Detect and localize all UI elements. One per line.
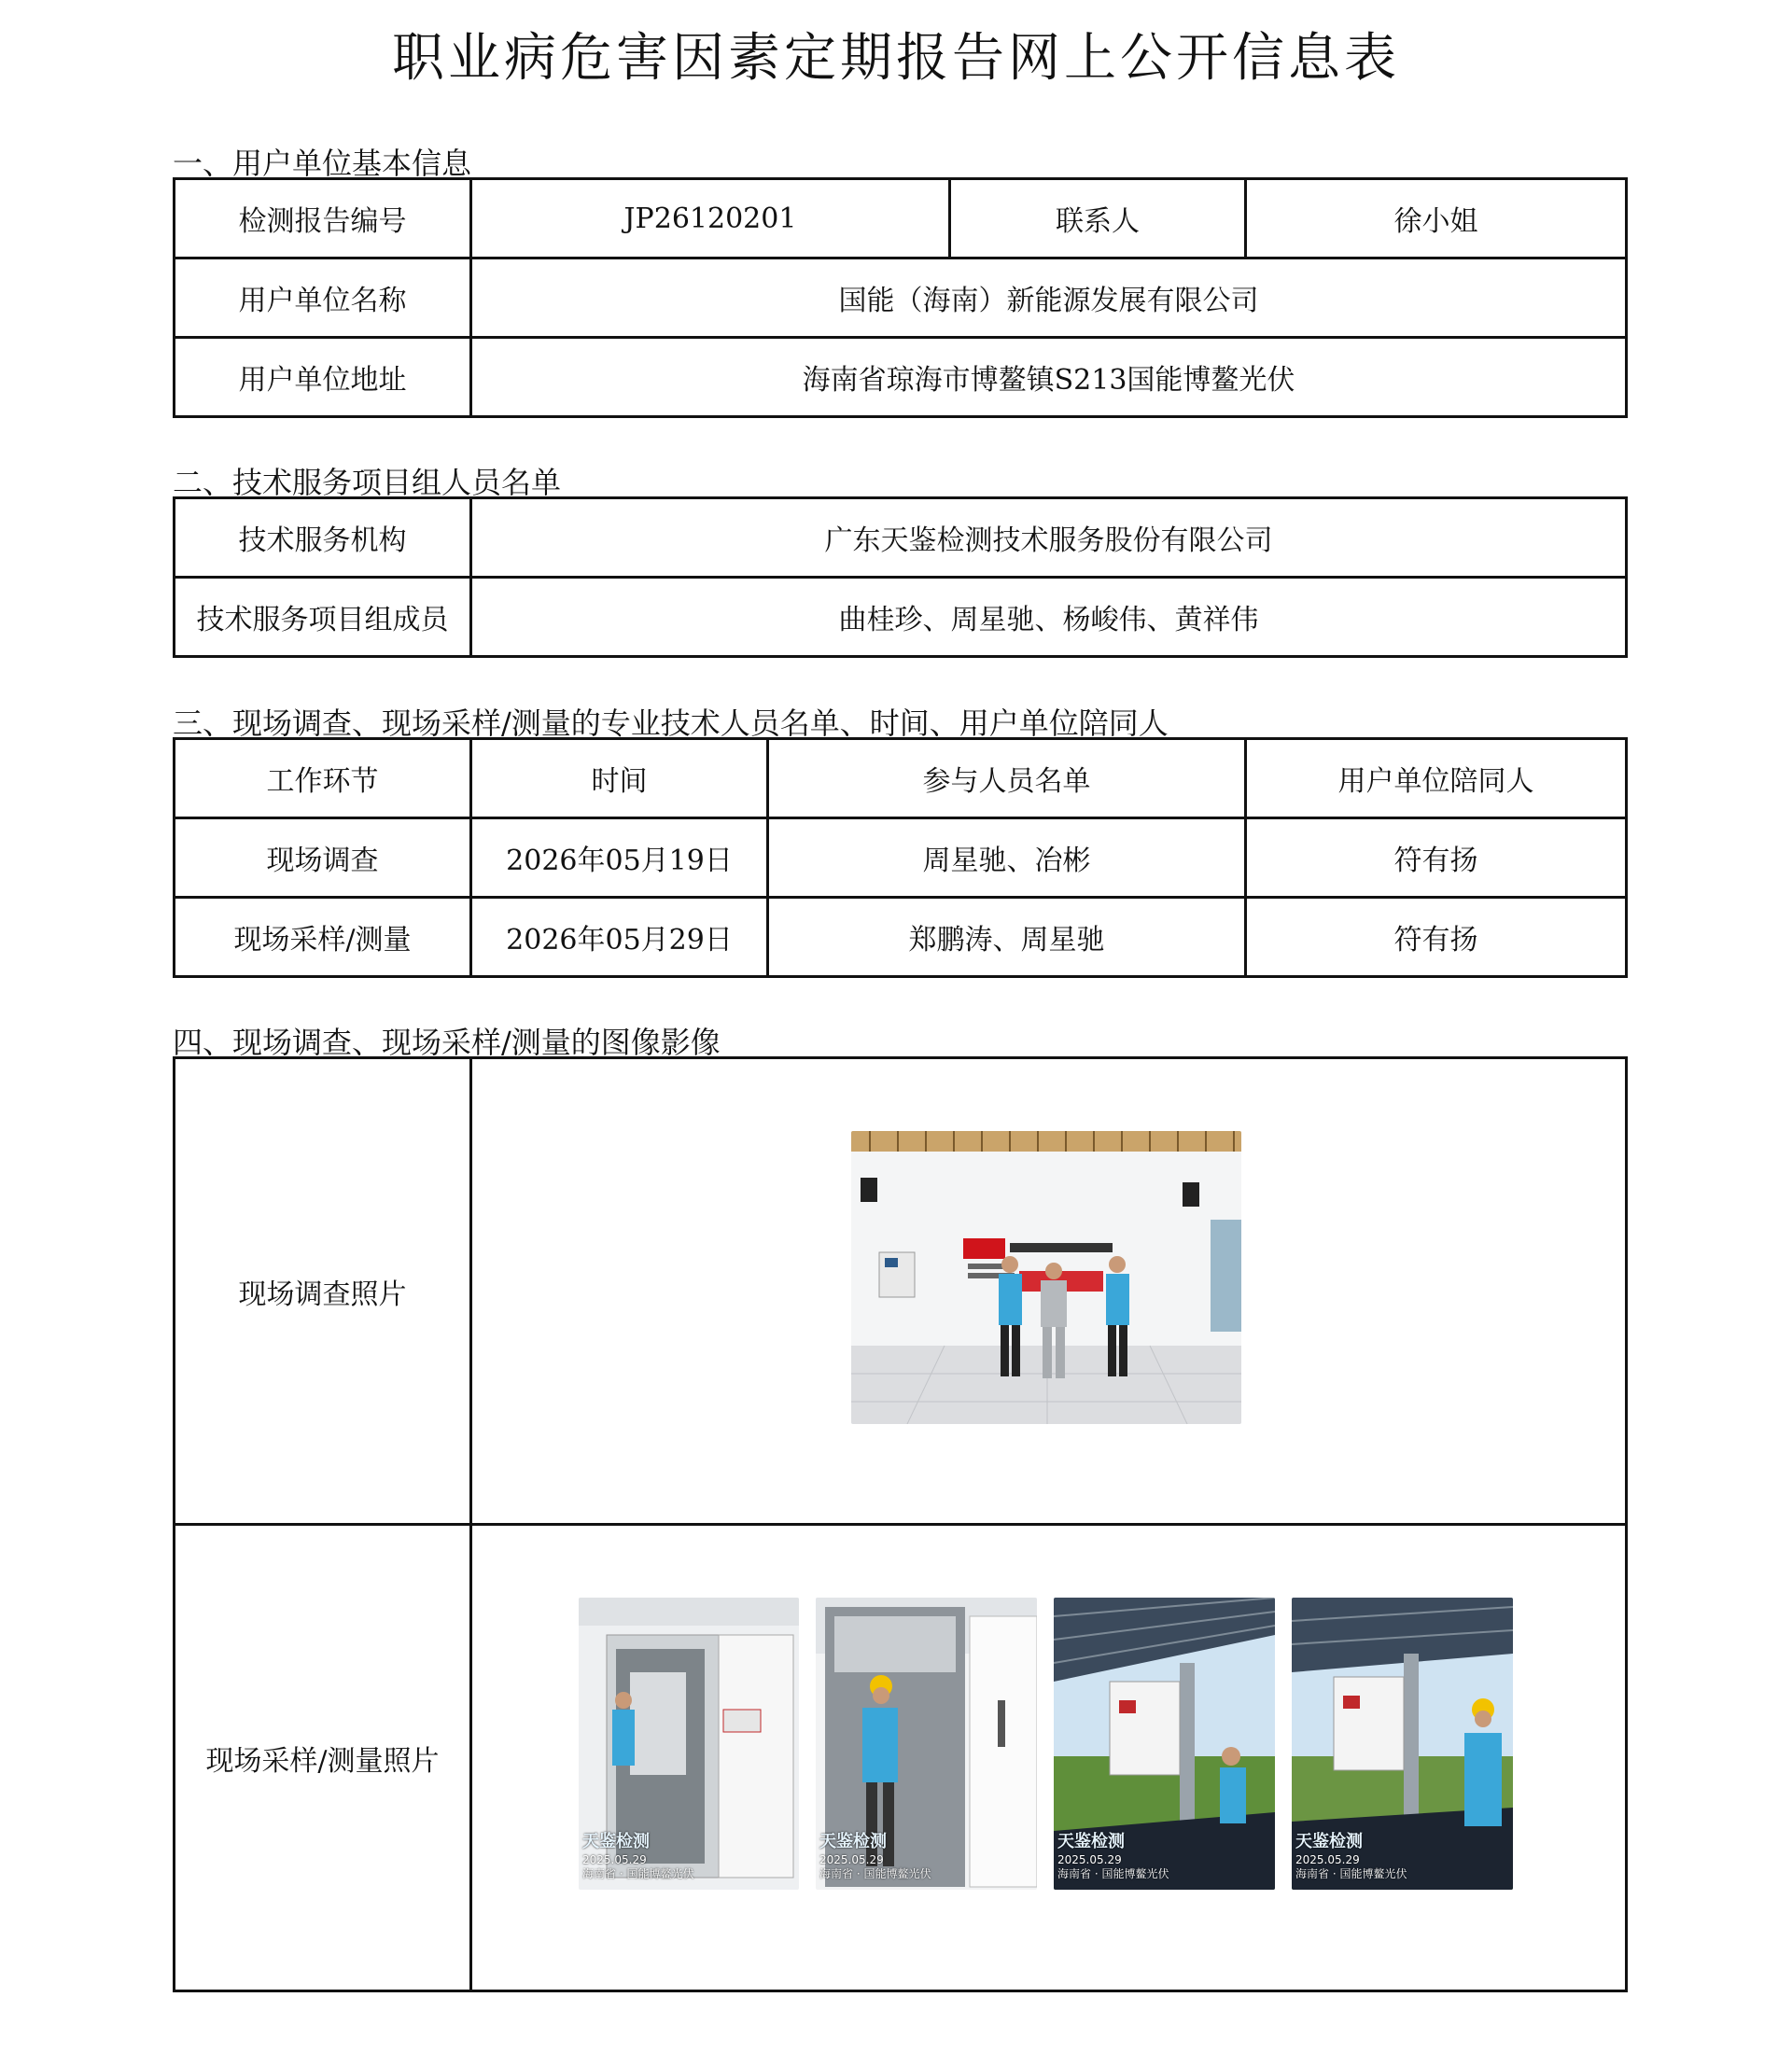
org-label: 技术服务机构 [175,498,471,578]
sampling-photo-label: 现场采样/测量照片 [175,1525,471,1991]
page-title: 职业病危害因素定期报告网上公开信息表 [392,28,1400,89]
unit-address-value: 海南省琼海市博鳌镇S213国能博鳌光伏 [471,338,1627,417]
sampling-photo-2 [816,1598,1037,1890]
section1-heading: 一、用户单位基本信息 [173,146,472,181]
time-cell: 2026年05月19日 [471,818,768,898]
header-stage: 工作环节 [175,739,471,818]
escort-cell: 符有扬 [1246,898,1627,977]
participants-cell: 周星驰、冶彬 [768,818,1246,898]
team-table [173,496,1628,658]
survey-photo-image [851,1131,1241,1424]
survey-photo-label: 现场调查照片 [175,1058,471,1525]
basic-info-table [173,177,1628,418]
stage-cell: 现场采样/测量 [175,898,471,977]
header-time: 时间 [471,739,768,818]
participants-cell: 郑鹏涛、周星驰 [768,898,1246,977]
org-value: 广东天鉴检测技术服务股份有限公司 [471,498,1627,578]
contact-value: 徐小姐 [1246,179,1627,258]
sampling-photo-4 [1292,1598,1513,1890]
stage-cell: 现场调查 [175,818,471,898]
sampling-photo-1 [579,1598,799,1890]
survey-photo [851,1131,1241,1424]
header-participants: 参与人员名单 [768,739,1246,818]
unit-name-value: 国能（海南）新能源发展有限公司 [471,258,1627,338]
unit-name-label: 用户单位名称 [175,258,471,338]
photo-watermark: 天鉴检测 2025.05.29 海南省 · 国能博鳌光伏 [819,1832,931,1881]
section3-heading: 三、现场调查、现场采样/测量的专业技术人员名单、时间、用户单位陪同人 [173,705,1169,741]
contact-label: 联系人 [950,179,1246,258]
members-label: 技术服务项目组成员 [175,578,471,657]
photo-watermark: 天鉴检测 2025.05.29 海南省 · 国能博鳌光伏 [582,1832,694,1881]
escort-cell: 符有扬 [1246,818,1627,898]
table-row [175,818,1627,898]
time-cell: 2026年05月29日 [471,898,768,977]
photo-watermark: 天鉴检测 2025.05.29 海南省 · 国能博鳌光伏 [1295,1832,1407,1881]
header-escort: 用户单位陪同人 [1246,739,1627,818]
photo-watermark: 天鉴检测 2025.05.29 海南省 · 国能博鳌光伏 [1057,1832,1169,1881]
unit-address-label: 用户单位地址 [175,338,471,417]
section2-heading: 二、技术服务项目组人员名单 [173,465,562,500]
report-no-label: 检测报告编号 [175,179,471,258]
sampling-photo-3 [1054,1598,1275,1890]
members-value: 曲桂珍、周星驰、杨峻伟、黄祥伟 [471,578,1627,657]
table-row [175,898,1627,977]
report-no-value: JP26120201 [471,179,950,258]
section4-heading: 四、现场调查、现场采样/测量的图像影像 [173,1025,721,1060]
fieldwork-table [173,737,1628,978]
